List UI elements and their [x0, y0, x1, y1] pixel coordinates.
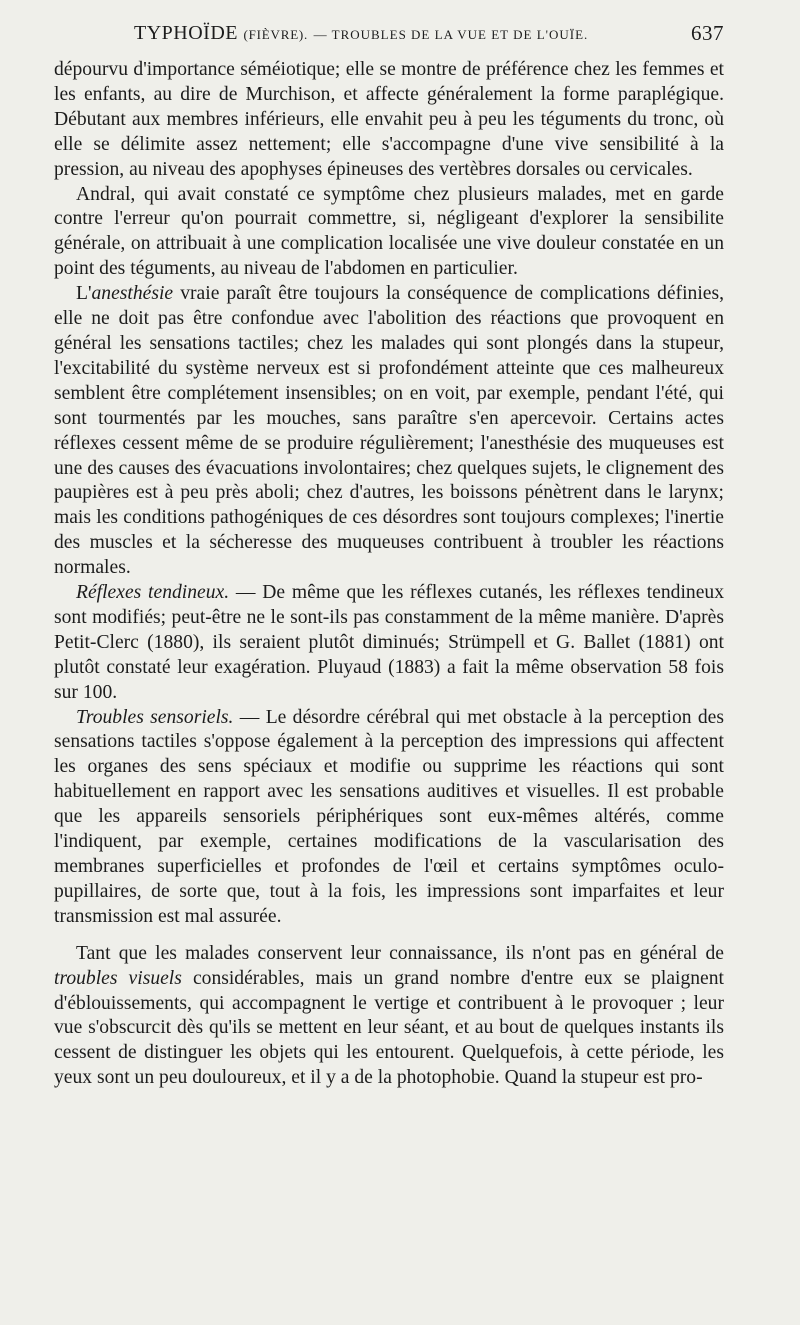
page-number: 637	[691, 21, 724, 45]
paragraph-reflexes-text: — De même que les réflexes cutanés, les réflexes tendineux sont modifiés; peut-être ne le sont-ils pas constamment de la même manière. D'après Petit-Clerc (1880), ils seraient plutôt diminués; Strümpell et G. Ballet (1881) ont plutôt constaté leur exagération. Pluyaud (1883) a fait la même observation 58 fois sur 100.	[54, 582, 724, 703]
header-title-paren: (FIÈVRE).	[243, 27, 309, 42]
paragraph-reflexes	[54, 581, 724, 706]
header-title-main: TYPHOÏDE	[134, 22, 238, 44]
paragraph-reflexes-heading: Réflexes tendineux.	[76, 582, 230, 604]
paragraph-2	[54, 183, 724, 283]
paragraph-visuels-after: considérables, mais un grand nombre d'entre eux se plaignent d'éblouissements, qui accompagnent le vertige et contribuent à le provoquer ; leur vue s'obscurcit dès qu'ils se mettent en leur séant, et au bout de quelques instants ils cessent de distinguer les objets qui les entourent. Quelquefois, à cette période, les yeux sont un peu douloureux, et il y a de la photophobie. Quand la stupeur est pro-	[54, 967, 724, 1089]
paragraph-troubles-visuels	[54, 942, 724, 1091]
running-header	[112, 20, 724, 46]
header-title	[134, 20, 588, 48]
paragraph-anesthesie-lead: L'	[76, 283, 92, 305]
paragraph-anesthesie	[54, 282, 724, 581]
paragraph-1	[54, 58, 724, 183]
paragraph-anesthesie-text: vraie paraît être toujours la conséquence de complications définies, elle ne doit pas être confondue avec l'abolition des réactions que provoquent en général les sensations tactiles; chez les malades qui sont plongés dans la stupeur, l'excitabilité du système nerveux est si profondément atteinte que ces malheureux semblent être complétement insensibles; on en voit, par exemple, pendant l'été, qui sont tourmentés par les mouches, sans paraître s'en apercevoir. Certains actes réflexes cessent même de se produire régulièrement; l'anesthésie des muqueuses est une des causes des évacuations involontaires; chez quelques sujets, le clignement des paupières est à peu près aboli; chez d'autres, les boissons pénètrent dans le larynx; mais les conditions pathogéniques de ces désordres sont toujours complexes; l'inertie des muscles et la sécheresse des muqueuses contribuent à troubler les réactions normales.	[54, 283, 724, 579]
body-text	[54, 58, 724, 1091]
header-section-title: — TROUBLES DE LA VUE ET DE L'OUÏE.	[313, 27, 589, 42]
paragraph-2-text: Andral, qui avait constaté ce symptôme chez plusieurs malades, met en garde contre l'erreur qu'on pourrait commettre, si, négligeant d'explorer la sensibilite générale, on attribuait à une complication localisée une vive douleur constatée en un point des téguments, au niveau de l'abdomen en particulier.	[54, 183, 724, 280]
paragraph-1-text: dépourvu d'importance séméiotique; elle se montre de préférence chez les femmes et les enfants, au dire de Murchison, et affecte généralement la forme paraplégique. Débutant aux membres inférieurs, elle envahit peu à peu les téguments du tronc, où elle se délimite assez nettement; elle s'accompagne d'une vive sensibilité à la pression, au niveau des apophyses épineuses des vertèbres dorsales ou cervicales.	[54, 59, 724, 180]
paragraph-visuels-term: troubles visuels	[54, 967, 182, 989]
paragraph-troubles-text: — Le désordre cérébral qui met obstacle à la perception des sensations tactiles s'oppose également à la perception des impressions qui affectent les organes des sens spéciaux et modifie ou supprime les réactions qui sont habituellement en rapport avec les sensations auditives et visuelles. Il est probable que les appareils sensoriels périphériques sont eux-mêmes altérés, comme l'indiquent, par exemple, certaines modifications de la vascularisation des membranes superficielles et profondes de l'œil et certains symptômes oculo-pupillaires, de sorte que, tout à la fois, les impressions sont imparfaites et leur transmission est mal assurée.	[54, 706, 724, 927]
paragraph-anesthesie-term: anesthésie	[91, 283, 174, 305]
paragraph-visuels-before: Tant que les malades conservent leur connaissance, ils n'ont pas en général de	[76, 942, 724, 964]
paragraph-troubles-sensoriels	[54, 706, 724, 930]
paragraph-troubles-heading: Troubles sensoriels.	[76, 706, 234, 728]
